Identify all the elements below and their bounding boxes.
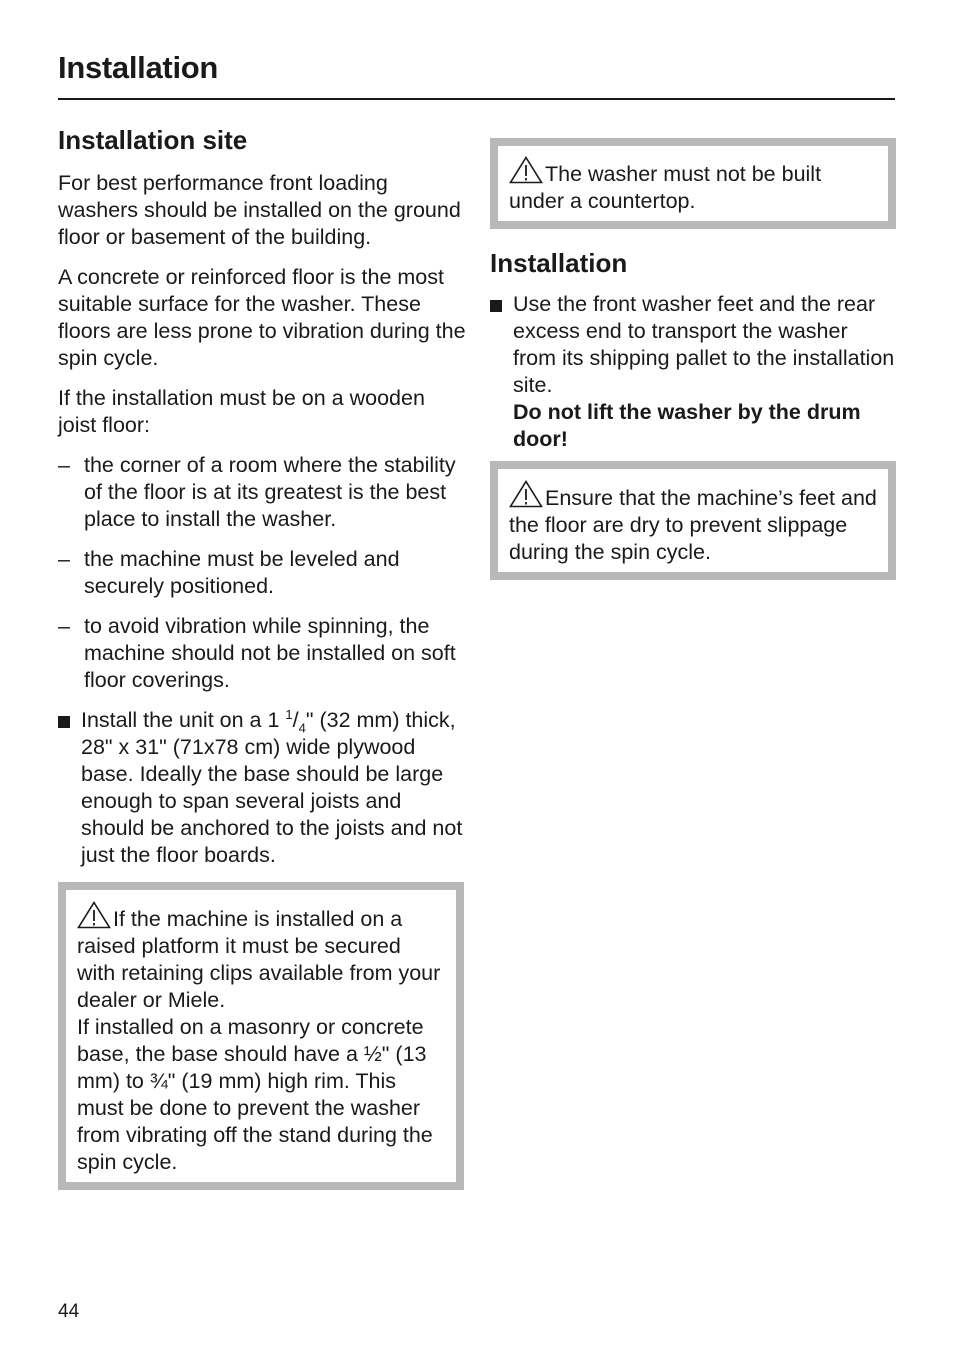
page-title: Installation bbox=[58, 50, 219, 85]
right-column bbox=[490, 138, 896, 580]
raised-platform-warning-box bbox=[58, 882, 464, 1190]
warning-line-2: If installed on a masonry or concrete base, the base should have a ½" (13 mm) to ¾" (19 mm) high rim. This must be done to prevent the washer from vibrating off the stand during the spin cycle. bbox=[77, 1015, 433, 1174]
warning-line-1: If the machine is installed on a raised platform it must be secured with retaining clips available from your dealer or Miele. bbox=[77, 907, 441, 1012]
fraction-denominator: 4 bbox=[298, 720, 306, 736]
instruction-text-start: Install the unit on a 1 bbox=[81, 708, 286, 732]
transport-instruction-text: Use the front washer feet and the rear excess end to transport the washer from its shipping pallet to the installation site. bbox=[513, 292, 895, 397]
dash-marker: – bbox=[58, 453, 70, 477]
dry-floor-warning-text: Ensure that the machine’s feet and the floor are dry to prevent slippage during the spin cycle. bbox=[509, 486, 877, 564]
square-bullet-icon bbox=[490, 300, 502, 312]
dash-marker: – bbox=[58, 547, 70, 571]
dash-list-item bbox=[58, 613, 468, 694]
dry-floor-warning-box bbox=[490, 461, 896, 580]
countertop-warning-box bbox=[490, 138, 896, 229]
do-not-lift-warning: Do not lift the washer by the drum door! bbox=[513, 400, 861, 451]
paragraph-ground-floor: For best performance front loading washers should be installed on the ground floor or basement of the building. bbox=[58, 171, 461, 249]
page-number: 44 bbox=[58, 1301, 80, 1322]
paragraph-concrete-floor: A concrete or reinforced floor is the most suitable surface for the washer. These floors are less prone to vibration during the spin cycle. bbox=[58, 265, 466, 370]
square-bullet-icon bbox=[58, 716, 70, 728]
left-column bbox=[58, 124, 468, 1190]
dash-list-item bbox=[58, 452, 468, 533]
plywood-base-instruction bbox=[58, 707, 468, 869]
fraction-numerator: 1 bbox=[285, 706, 293, 722]
title-divider bbox=[58, 98, 895, 100]
paragraph-wooden-floor: If the installation must be on a wooden joist floor: bbox=[58, 386, 425, 437]
instruction-text-end: " (32 mm) thick, 28" x 31" (71x78 cm) wide plywood base. Ideally the base should be large enough to span several joists and should be anchored to the joists and not just the floor boards. bbox=[81, 708, 463, 867]
warning-text bbox=[509, 480, 877, 566]
installation-heading: Installation bbox=[490, 248, 628, 278]
warning-triangle-icon bbox=[509, 156, 543, 184]
dash-marker: – bbox=[58, 614, 70, 638]
dash-item-text: the machine must be leveled and securely positioned. bbox=[84, 547, 400, 598]
fraction-slash: / bbox=[292, 708, 299, 732]
dash-item-text: to avoid vibration while spinning, the machine should not be installed on soft floor coverings. bbox=[84, 614, 456, 692]
dash-list-item bbox=[58, 546, 468, 600]
transport-instruction bbox=[490, 291, 896, 453]
countertop-warning-text: The washer must not be built under a countertop. bbox=[509, 162, 822, 213]
warning-triangle-icon bbox=[77, 901, 111, 929]
warning-triangle-icon bbox=[509, 480, 543, 508]
dash-item-text: the corner of a room where the stability of the floor is at its greatest is the best place to install the washer. bbox=[84, 453, 456, 531]
warning-text bbox=[509, 156, 877, 215]
warning-text bbox=[77, 901, 445, 1176]
installation-site-heading: Installation site bbox=[58, 125, 248, 155]
